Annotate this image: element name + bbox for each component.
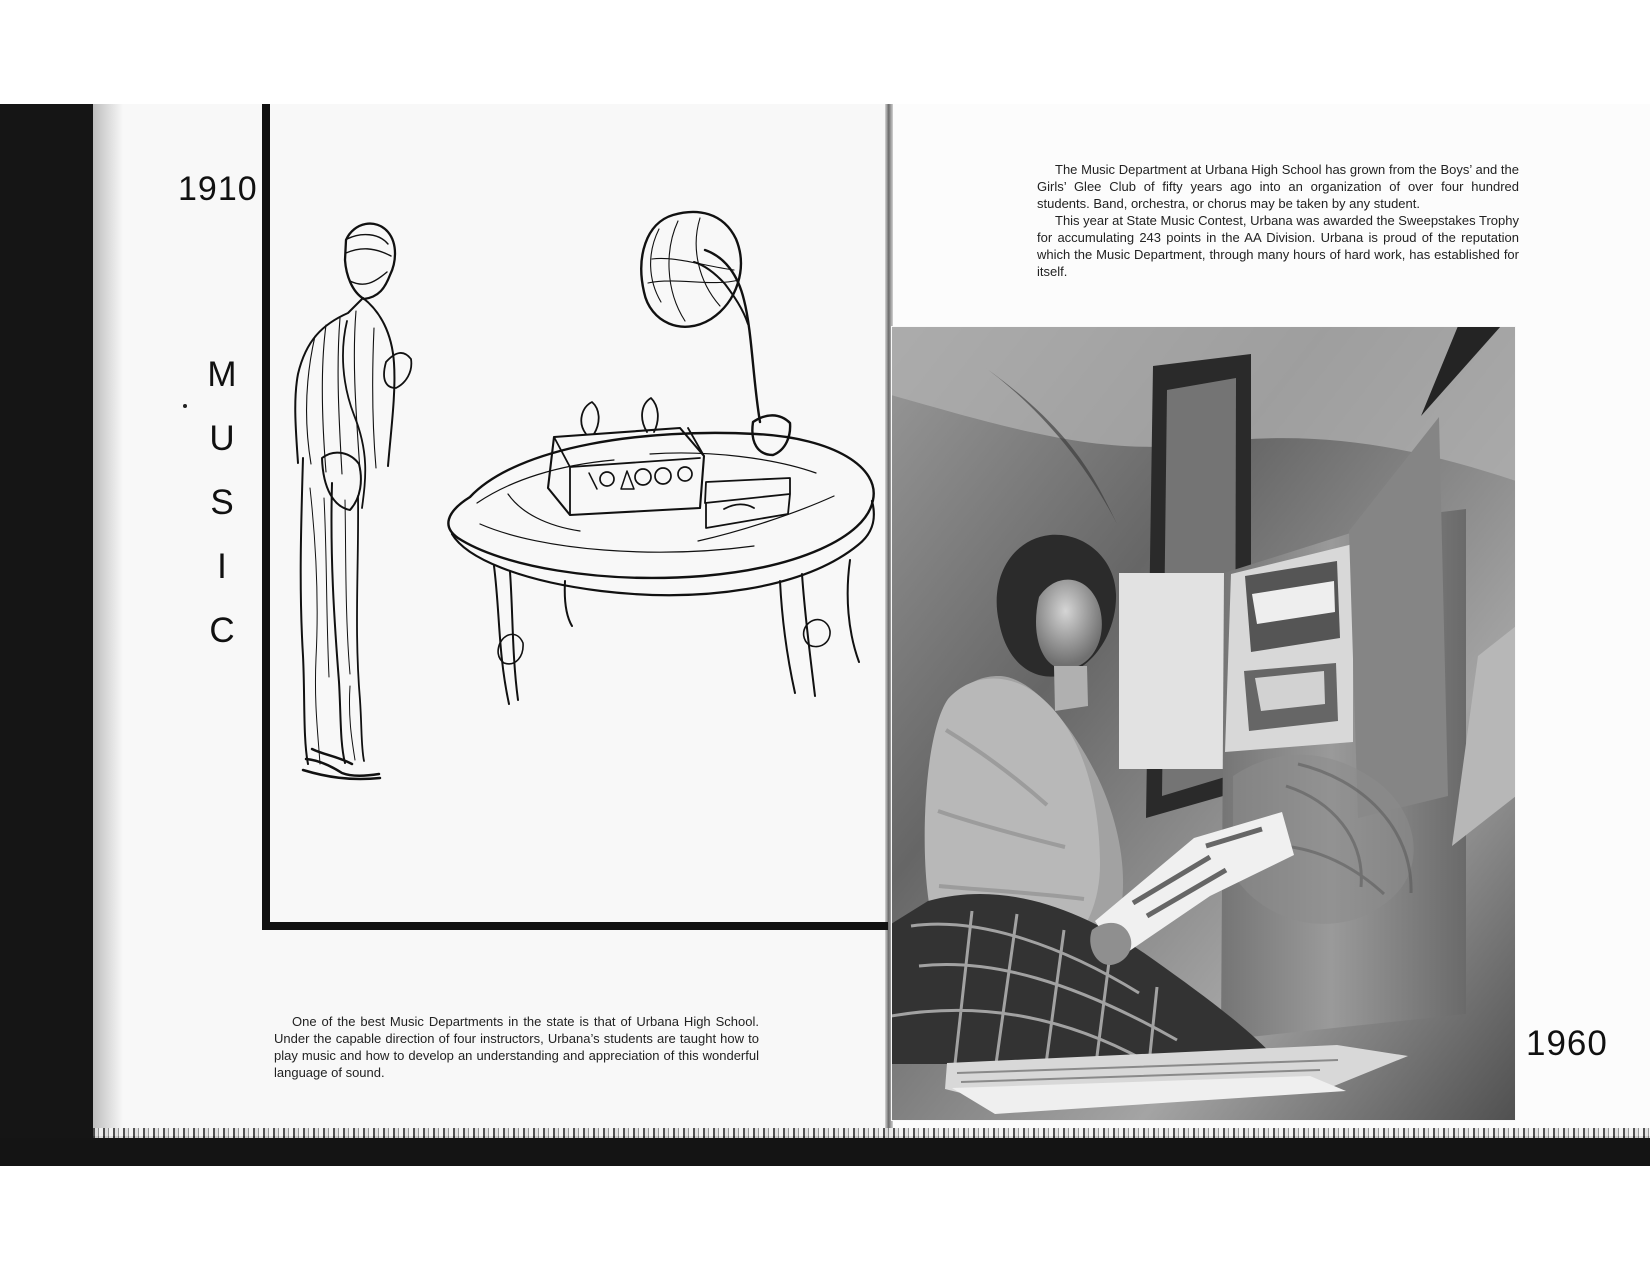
music-letter-s: S xyxy=(210,483,234,522)
photo-reconstruction-shapes xyxy=(891,326,1516,1121)
music-letter-m: M xyxy=(207,355,237,394)
left-page-edge-shadow xyxy=(93,104,123,1136)
right-caption-paragraph-1: The Music Department at Urbana High School has grown from the Boys’ and the Girls’ Glee Club of fifty years ago into an organization of over four hundred students. Band, orchestra, or chorus may be taken by any student. xyxy=(1037,162,1519,211)
right-page-caption xyxy=(1037,161,1519,280)
right-caption-paragraph-2: This year at State Music Contest, Urbana was awarded the Sweepstakes Trophy for accumulating 243 points in the AA Division. Urbana is proud of the reputation which the Music Department, through many hours of hard work, has established for itself. xyxy=(1037,213,1519,279)
left-year-heading: 1910 xyxy=(178,170,258,208)
print-speck xyxy=(183,404,187,408)
music-letter-u: U xyxy=(209,419,235,458)
music-letter-i: I xyxy=(217,547,227,586)
music-letter-c: C xyxy=(209,611,235,650)
scan-bottom-black-band xyxy=(0,1138,1650,1166)
pen-sketch-man-gramophone-table xyxy=(268,208,884,818)
vertical-music-title xyxy=(204,356,240,650)
right-year-heading: 1960 xyxy=(1526,1024,1608,1063)
left-page-caption xyxy=(274,1013,759,1081)
left-caption-paragraph: One of the best Music Departments in the state is that of Urbana High School. Under the capable direction of four instructors, Urbana’s students are taught how to play music and how to develop an understanding and appreciation of this wonderful language of sound. xyxy=(274,1014,759,1080)
black-white-photo-student-music-cabinet xyxy=(891,326,1516,1121)
book-bottom-edge xyxy=(93,1128,1650,1138)
